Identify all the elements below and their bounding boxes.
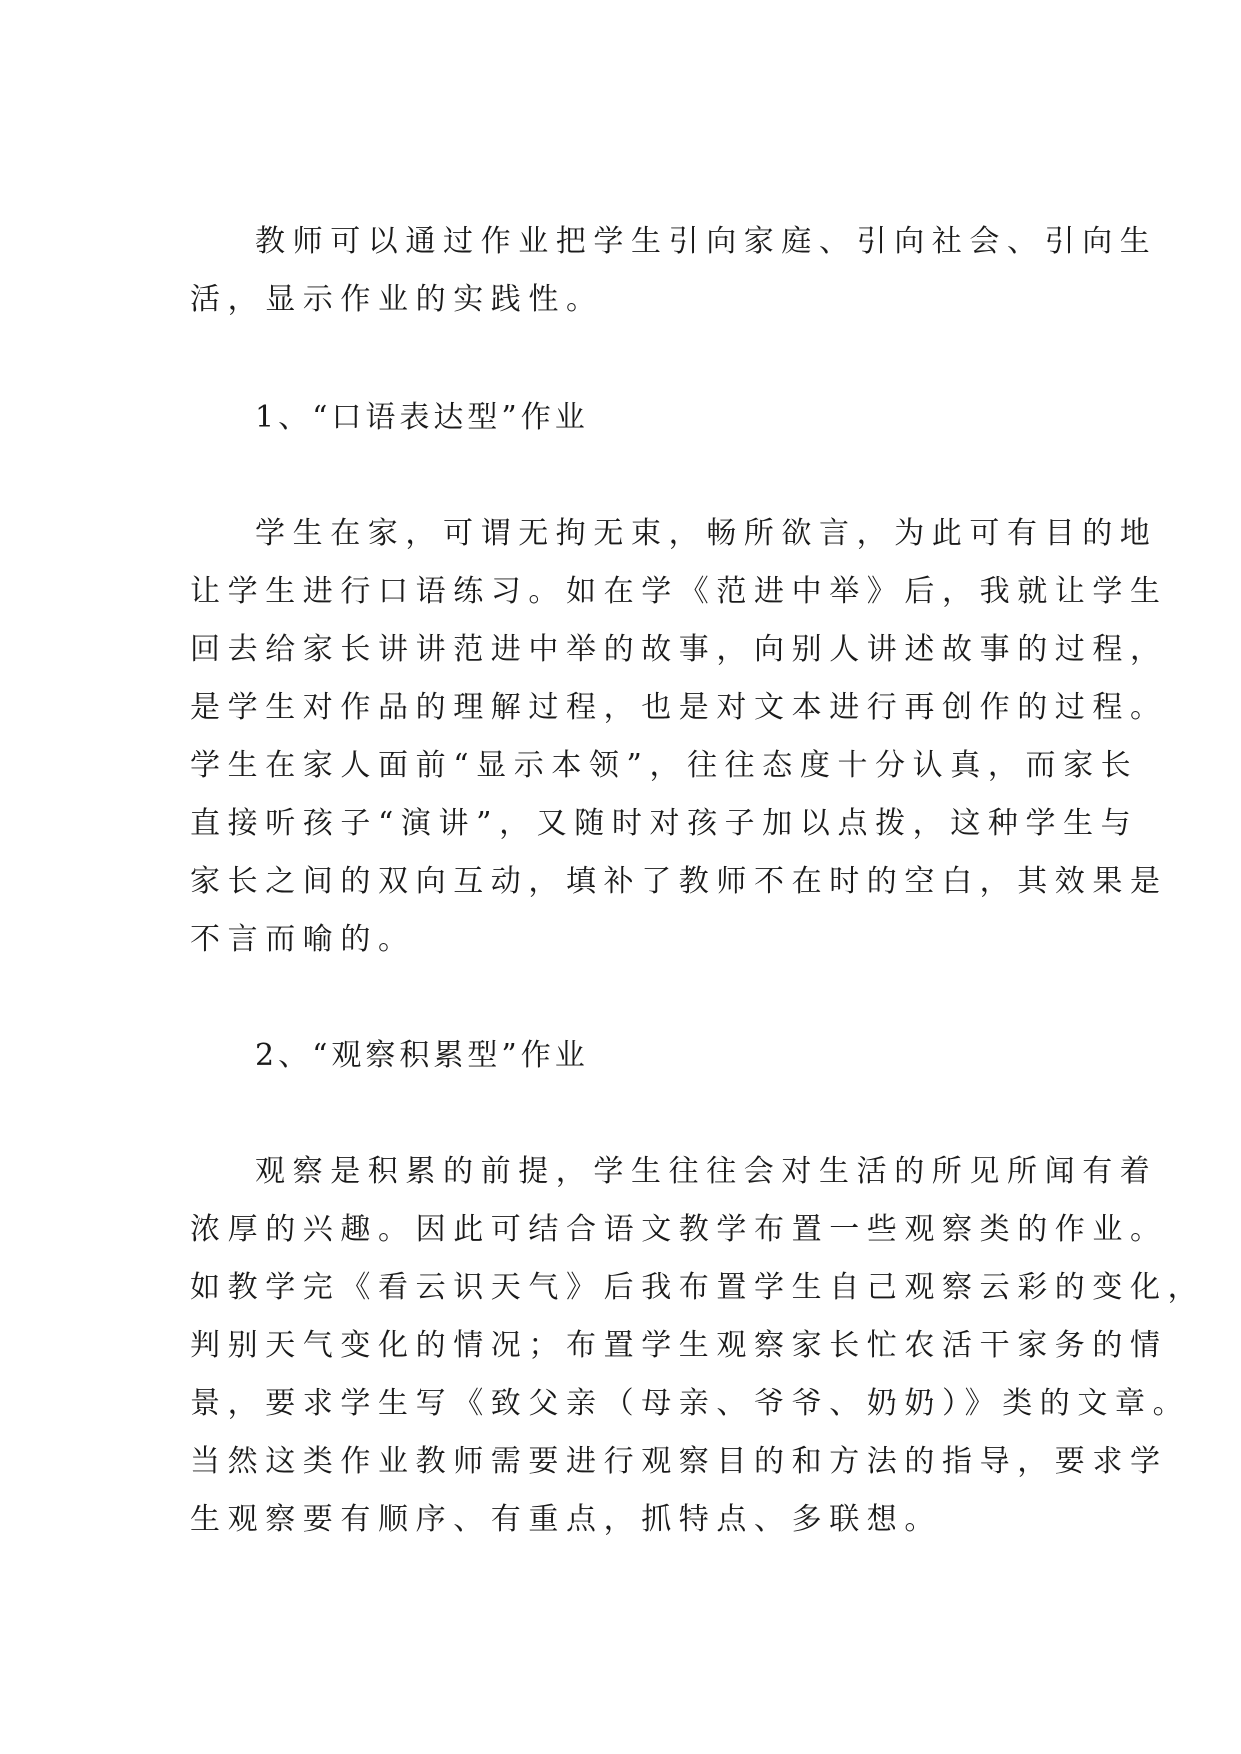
body-1-line-7: 家长之间的双向互动，填补了教师不在时的空白，其效果是 xyxy=(190,864,1168,899)
body-1-line-6: 直接听孩子“演讲”，又随时对孩子加以点拨，这种学生与 xyxy=(190,806,1139,841)
body-2-line-4: 判别天气变化的情况；布置学生观察家长忙农活干家务的情 xyxy=(190,1328,1168,1363)
body-1-line-8: 不言而喻的。 xyxy=(190,922,416,957)
body-2-line-5: 景，要求学生写《致父亲（母亲、爷爷、奶奶）》类的文章。 xyxy=(190,1386,1191,1421)
body-1-line-1: 学生在家，可谓无拘无束，畅所欲言，为此可有目的地 xyxy=(255,516,1158,551)
section-heading-1: 1、“口语表达型”作业 xyxy=(255,400,589,435)
body-1-line-4: 是学生对作品的理解过程，也是对文本进行再创作的过程。 xyxy=(190,690,1168,725)
body-2-line-2: 浓厚的兴趣。因此可结合语文教学布置一些观察类的作业。 xyxy=(190,1212,1168,1247)
body-1-line-2: 让学生进行口语练习。如在学《范进中举》后，我就让学生 xyxy=(190,574,1168,609)
body-2-line-7: 生观察要有顺序、有重点，抓特点、多联想。 xyxy=(190,1502,942,1537)
body-1-line-5: 学生在家人面前“显示本领”，往往态度十分认真，而家长 xyxy=(190,748,1139,783)
body-2-line-1: 观察是积累的前提，学生往往会对生活的所见所闻有着 xyxy=(255,1154,1158,1189)
body-2-line-6: 当然这类作业教师需要进行观察目的和方法的指导，要求学 xyxy=(190,1444,1168,1479)
body-2-line-3: 如教学完《看云识天气》后我布置学生自己观察云彩的变化， xyxy=(190,1270,1206,1305)
intro-line-2: 活，显示作业的实践性。 xyxy=(190,282,604,317)
section-heading-2: 2、“观察积累型”作业 xyxy=(255,1038,589,1073)
intro-line-1: 教师可以通过作业把学生引向家庭、引向社会、引向生 xyxy=(255,224,1158,259)
body-1-line-3: 回去给家长讲讲范进中举的故事，向别人讲述故事的过程， xyxy=(190,632,1168,667)
